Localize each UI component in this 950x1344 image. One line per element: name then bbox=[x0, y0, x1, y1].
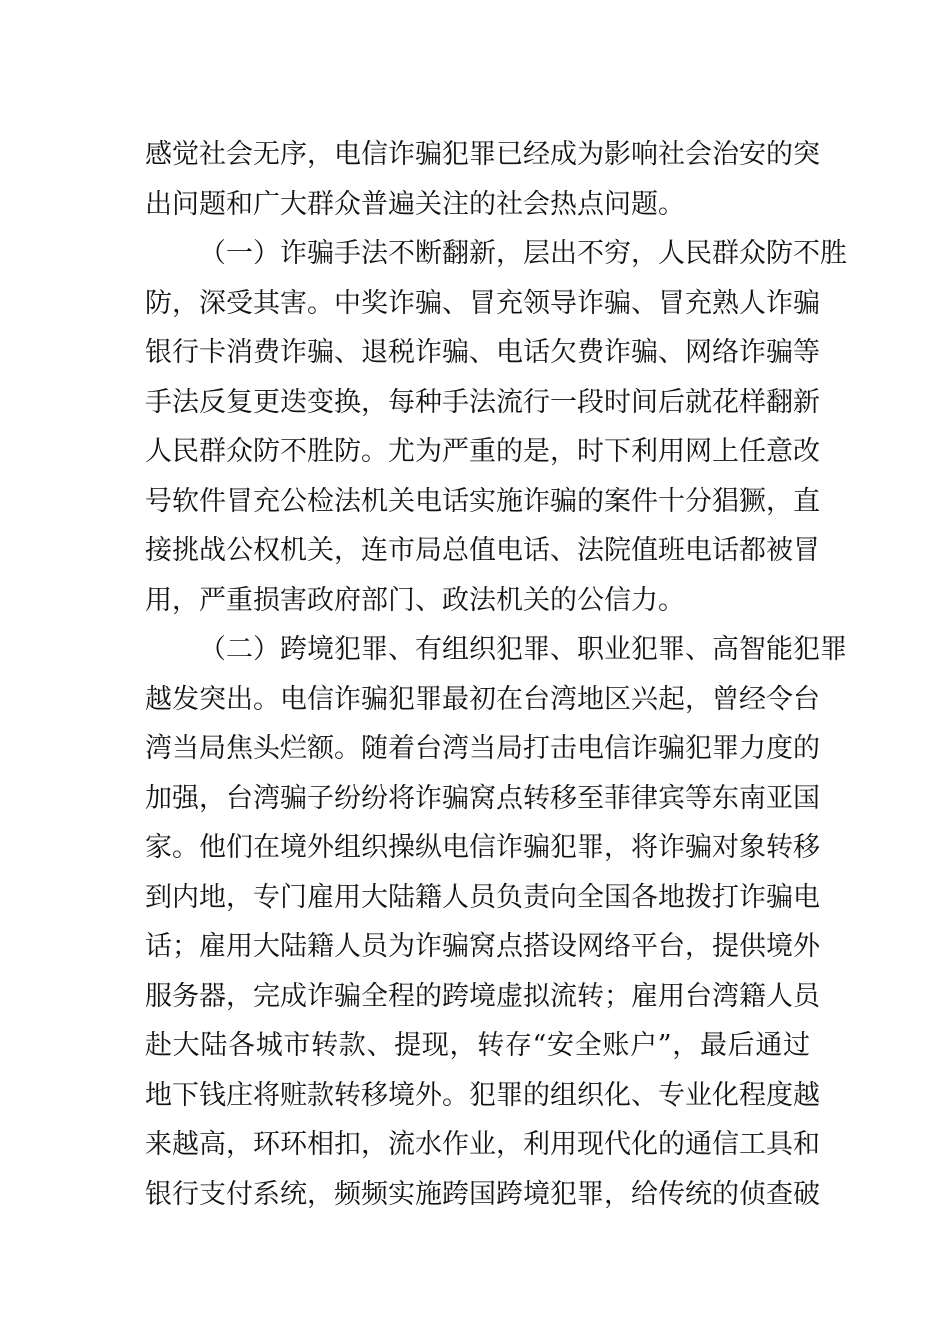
document-body bbox=[145, 130, 847, 1219]
text-line: 用，严重损害政府部门、政法机关的公信力。 bbox=[145, 584, 685, 616]
text-line: 感觉社会无序，电信诈骗犯罪已经成为影响社会治安的突 bbox=[145, 139, 820, 170]
text-line: 家。他们在境外组织操纵电信诈骗犯罪，将诈骗对象转移 bbox=[145, 832, 820, 863]
text-line: 人民群众防不胜防。尤为严重的是，时下利用网上任意改 bbox=[145, 436, 820, 467]
text-line: 银行支付系统，频频实施跨国跨境犯罪，给传统的侦查破 bbox=[145, 1178, 820, 1210]
text-line: 赴大陆各城市转款、提现，转存“安全账户”，最后通过 bbox=[145, 1030, 810, 1061]
text-line: （二）跨境犯罪、有组织犯罪、职业犯罪、高智能犯罪 bbox=[199, 634, 847, 665]
paragraph-continuation bbox=[145, 130, 820, 229]
text-line: 地下钱庄将赃款转移境外。犯罪的组织化、专业化程度越 bbox=[145, 1079, 820, 1111]
text-line: 来越高，环环相扣，流水作业，利用现代化的通信工具和 bbox=[145, 1129, 820, 1160]
text-line: 接挑战公权机关，连市局总值电话、法院值班电话都被冒 bbox=[145, 535, 820, 566]
text-line: 手法反复更迭变换，每种手法流行一段时间后就花样翻新 bbox=[145, 386, 820, 418]
text-line: 到内地，专门雇用大陆籍人员负责向全国各地拨打诈骗电 bbox=[145, 881, 820, 913]
text-line: 话；雇用大陆籍人员为诈骗窝点搭设网络平台，提供境外 bbox=[145, 931, 820, 962]
text-line: 服务器，完成诈骗全程的跨境虚拟流转；雇用台湾籍人员 bbox=[145, 980, 820, 1012]
text-line: 出问题和广大群众普遍关注的社会热点问题。 bbox=[145, 188, 685, 220]
text-line: 湾当局焦头烂额。随着台湾当局打击电信诈骗犯罪力度的 bbox=[145, 733, 820, 764]
paragraph-section-one bbox=[145, 229, 847, 625]
text-line: 加强，台湾骗子纷纷将诈骗窝点转移至菲律宾等东南亚国 bbox=[145, 782, 820, 814]
text-line: 银行卡消费诈骗、退税诈骗、电话欠费诈骗、网络诈骗等 bbox=[145, 337, 820, 368]
text-line: 号软件冒充公检法机关电话实施诈骗的案件十分猖獗，直 bbox=[145, 485, 820, 517]
paragraph-section-two bbox=[145, 625, 847, 1219]
text-line: 防，深受其害。中奖诈骗、冒充领导诈骗、冒充熟人诈骗 bbox=[145, 287, 820, 319]
text-line: 越发突出。电信诈骗犯罪最初在台湾地区兴起，曾经令台 bbox=[145, 683, 820, 715]
text-line: （一）诈骗手法不断翻新，层出不穷，人民群众防不胜 bbox=[199, 238, 847, 269]
